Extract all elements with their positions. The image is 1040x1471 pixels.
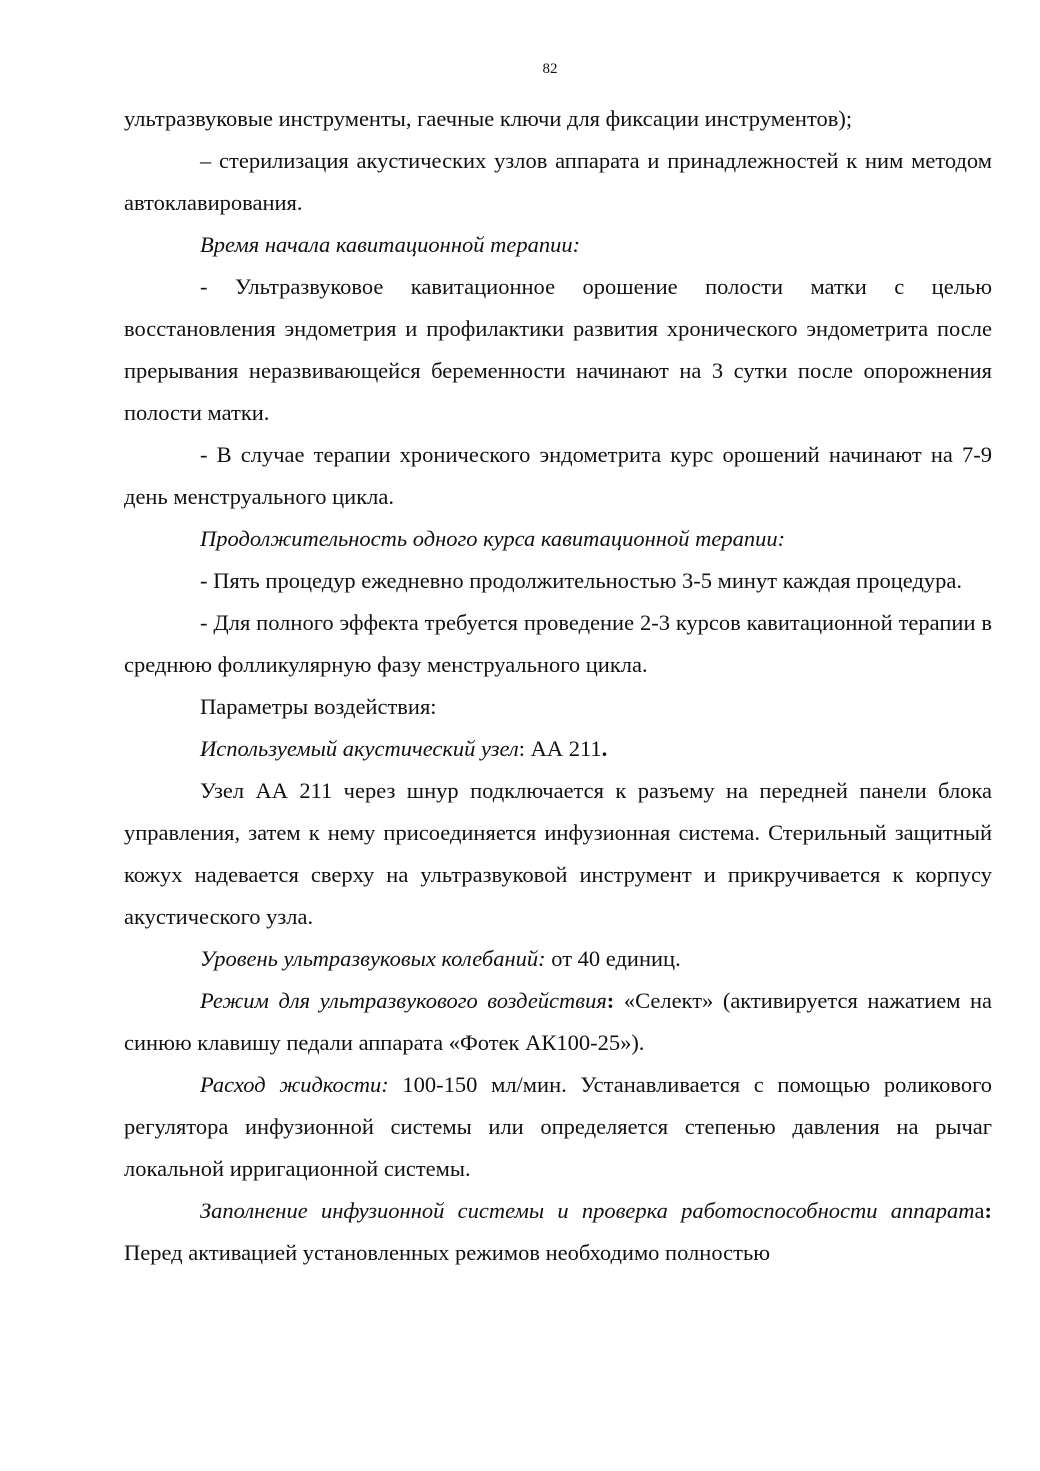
heading-course-duration: Продолжительность одного курса кавитационной терапии: [200, 526, 786, 551]
body-text [124, 98, 992, 1274]
paragraph-instruments-end: ультразвуковые инструменты, гаечные ключи для фиксации инструментов); [124, 106, 853, 131]
paragraph-mode [124, 980, 992, 1064]
acoustic-unit-value: : АА 211 [518, 736, 602, 761]
system-filling-label: Заполнение инфузионной системы и проверка работоспособности аппарат [200, 1198, 975, 1223]
heading-therapy-start-time: Время начала кавитационной терапии: [200, 232, 581, 257]
paragraph-acoustic-unit [124, 728, 992, 770]
oscillation-level-value: от 40 единиц. [545, 946, 681, 971]
fluid-flow-label: Расход жидкости: [200, 1072, 389, 1097]
oscillation-level-label: Уровень ультразвуковых колебаний: [200, 946, 546, 971]
page-number: 82 [542, 61, 558, 77]
system-filling-tail: а [974, 1198, 985, 1223]
paragraph-sterilization: – стерилизация акустических узлов аппарата и принадлежностей к ним методом автоклавирования. [124, 148, 992, 215]
paragraph-unit-connection: Узел АА 211 через шнур подключается к разъему на передней панели блока управления, затем к нему присоединяется инфузионная система. Стерильный защитный кожух надевается сверху на ультразвуковой инструмент и прикручивается к корпусу акустического узла. [124, 778, 992, 929]
mode-value: «Селект» (активируется нажатием на синюю клавишу педали аппарата «Фотек АК100-25»). [124, 988, 993, 1055]
paragraph-chronic-endometritis: - В случае терапии хронического эндометрита курс орошений начинают на 7-9 день менструального цикла. [124, 442, 992, 509]
paragraph-oscillation-level [124, 938, 992, 980]
paragraph-fluid-flow [124, 1064, 992, 1190]
acoustic-unit-label: Используемый акустический узел [200, 736, 519, 761]
heading-parameters: Параметры воздействия: [200, 694, 437, 719]
system-filling-colon: : [984, 1198, 992, 1223]
system-filling-text: Перед активацией установленных режимов необходимо полностью [124, 1240, 771, 1265]
paragraph-full-effect: - Для полного эффекта требуется проведение 2-3 курсов кавитационной терапии в среднюю фолликулярную фазу менструального цикла. [124, 610, 992, 677]
acoustic-unit-period: . [601, 736, 608, 761]
paragraph-system-filling [124, 1190, 992, 1274]
mode-label: Режим для ультразвукового воздействия [200, 988, 607, 1013]
paragraph-irrigation-start: - Ультразвуковое кавитационное орошение полости матки с целью восстановления эндометрия и профилактики развития хронического эндометрита после прерывания неразвивающейся беременности начинают на 3 сутки после опорожнения полости матки. [124, 274, 992, 425]
mode-colon: : [606, 988, 615, 1013]
paragraph-five-procedures: - Пять процедур ежедневно продолжительностью 3-5 минут каждая процедура. [200, 568, 963, 593]
fluid-flow-value: 100-150 мл/мин. Устанавливается с помощью роликового регулятора инфузионной системы или определяется степенью давления на рычаг локальной ирригационной системы. [124, 1072, 993, 1181]
